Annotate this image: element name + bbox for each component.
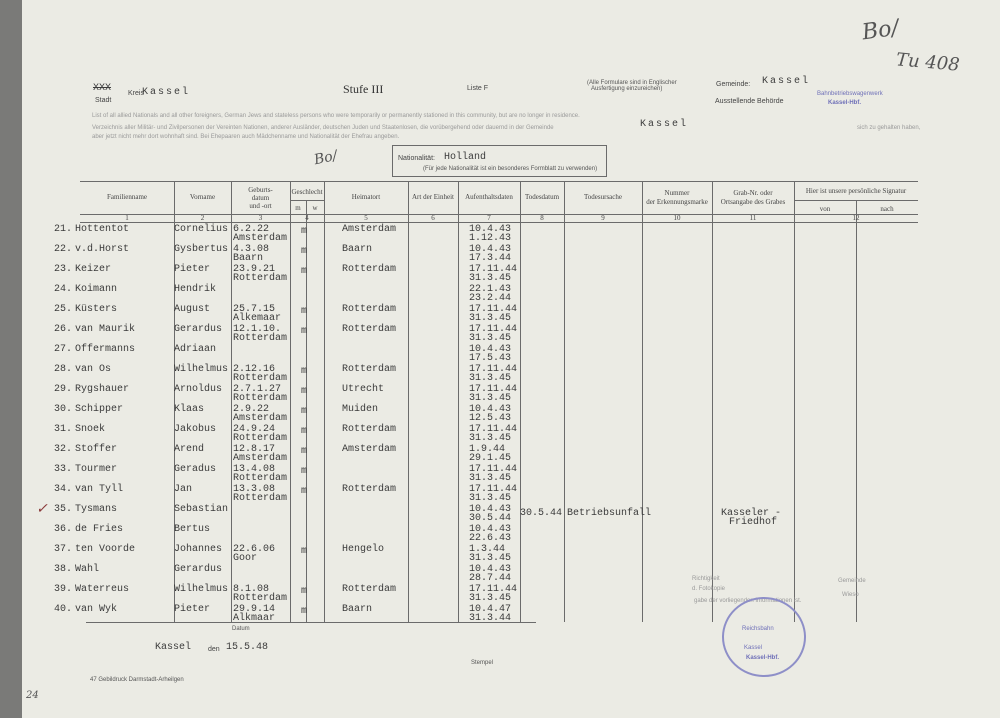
col-number: 8 [540, 214, 544, 222]
firstname-cell: Wilhelmus [174, 364, 229, 375]
table-row [22, 445, 1000, 465]
hometown-cell: Rotterdam [342, 364, 397, 375]
sex-cell: m [301, 486, 308, 497]
col-number: 2 [200, 214, 205, 222]
stay-to-cell: 23.2.44 [469, 293, 512, 304]
stamp-text-1: Reichsbahn [742, 626, 774, 632]
table-row [22, 225, 1000, 245]
stempel-label: Stempel [471, 660, 494, 666]
grave-cell: Friedhof [729, 517, 778, 528]
stay-to-cell: 30.5.44 [469, 513, 512, 524]
col-number: 7 [487, 214, 491, 222]
col-number: 11 [749, 214, 757, 222]
table-row [22, 545, 1000, 565]
col-number: 4 [305, 214, 309, 222]
stay-from-cell: 10.4.47 [469, 604, 512, 615]
firstname-cell: Johannes [174, 544, 223, 555]
birth-date-cell: 2.9.22 [233, 404, 270, 415]
stay-to-cell: 31.3.45 [469, 273, 512, 284]
row-number: 21. [54, 224, 73, 235]
nationality-label: Nationalität: [398, 155, 435, 162]
table-row [22, 285, 1000, 305]
table-row [22, 265, 1000, 285]
surname-cell: Waterreus [75, 584, 130, 595]
col-header-todesdatum: Todesdatum [524, 193, 560, 201]
birth-date-cell: 29.9.14 [233, 604, 276, 615]
surname-cell: Tysmans [75, 504, 118, 515]
behoerde-label: Ausstellende Behörde [715, 98, 784, 105]
sex-cell: m [301, 246, 308, 257]
instruction-line-2: Verzeichnis aller Militär- und Zivilpersonen der Vereinten Nationen, anderer Ausländer, deutschen Juden und Staatenlosen, die vorübergehend oder dauernd in der Gemeinde [92, 125, 554, 131]
sex-cell: m [301, 326, 308, 337]
surname-cell: van Maurik [75, 324, 136, 335]
row-number: 29. [54, 384, 73, 395]
hometown-cell: Muiden [342, 404, 379, 415]
col-number: 1 [125, 214, 129, 222]
firstname-cell: Pieter [174, 264, 211, 275]
gemeinde-value: Kassel [762, 76, 811, 87]
birth-date-cell: 6.2.22 [233, 224, 270, 235]
row-number: 36. [54, 524, 73, 535]
stay-to-cell: 22.6.43 [469, 533, 512, 544]
stay-from-cell: 17.11.44 [469, 424, 518, 435]
hometown-cell: Rotterdam [342, 484, 397, 495]
date-label: Datum [232, 626, 250, 632]
sex-cell: m [301, 366, 308, 377]
handwritten-page-mark: 24 [26, 690, 39, 701]
col-header-familienname: Familienname [106, 193, 148, 201]
handwritten-annotation-1: Bo/ [860, 15, 901, 46]
row-number: 40. [54, 604, 73, 615]
death-date-cell: 30.5.44 [520, 508, 563, 519]
stay-to-cell: 17.3.44 [469, 253, 512, 264]
birth-place-cell: Goor [233, 553, 258, 564]
official-round-stamp [722, 597, 806, 677]
grave-cell: Kasseler - [721, 508, 782, 519]
firstname-cell: Sebastian [174, 504, 229, 515]
stay-to-cell: 31.3.45 [469, 313, 512, 324]
table-row [22, 385, 1000, 405]
row-number: 33. [54, 464, 73, 475]
birth-place-cell: Rotterdam [233, 393, 288, 404]
table-row [22, 605, 1000, 625]
row-number: 22. [54, 244, 73, 255]
row-number: 32. [54, 444, 73, 455]
firstname-cell: Gerardus [174, 564, 223, 575]
birth-place-cell: Rotterdam [233, 493, 288, 504]
firstname-cell: Bertus [174, 524, 211, 535]
authority-stamp-line1: Bahnbetriebswagenwerk [817, 91, 883, 97]
liste-label: Liste F [467, 85, 489, 92]
birth-place-cell: Rotterdam [233, 333, 288, 344]
crossed-prefix: XXX [93, 83, 112, 94]
surname-cell: Offermanns [75, 344, 136, 355]
stay-from-cell: 17.11.44 [469, 304, 518, 315]
birth-date-cell: 8.1.08 [233, 584, 270, 595]
sex-cell: m [301, 266, 308, 277]
birth-date-cell: 2.7.1.27 [233, 384, 282, 395]
sex-subdivider [290, 200, 324, 201]
handwritten-annotation-2: Tu 408 [895, 49, 961, 76]
stay-from-cell: 10.4.43 [469, 564, 512, 575]
sig-subdivider [794, 200, 918, 201]
col-header-grab-2: Ortsangabe des Grabes [720, 198, 786, 206]
row-number: 24. [54, 284, 73, 295]
instruction-line-1: List of all allied Nationals and all other foreigners, German Jews and stateless persons who were temporarily or permanently stationed in this community, but are no longer in residence. [92, 113, 580, 119]
firstname-cell: Pieter [174, 604, 211, 615]
col-header-nummer-1: Nummer [664, 189, 690, 197]
row-number: 23. [54, 264, 73, 275]
col-header-grab-1: Grab-Nr. oder [733, 189, 773, 197]
surname-cell: van Tyll [75, 484, 124, 495]
col-header-nach: nach [880, 205, 894, 213]
table-row [22, 305, 1000, 325]
stay-from-cell: 1.3.44 [469, 544, 506, 555]
col-number: 6 [431, 214, 435, 222]
firstname-cell: Jakobus [174, 424, 217, 435]
row-number: 37. [54, 544, 73, 555]
birth-place-cell: Rotterdam [233, 433, 288, 444]
row-number: 25. [54, 304, 73, 315]
surname-cell: Tourmer [75, 464, 118, 475]
table-row [22, 504, 1000, 528]
form-note-1: (Alle Formulare sind in Englischer [587, 80, 677, 86]
table-row [22, 345, 1000, 365]
hometown-cell: Utrecht [342, 384, 385, 395]
instruction-suffix: sich zu gehalten haben, [857, 125, 921, 131]
footer-faint-1: Richtigkeit [692, 576, 720, 582]
birth-date-cell: 23.9.21 [233, 264, 276, 275]
surname-cell: Rygshauer [75, 384, 130, 395]
hometown-cell: Amsterdam [342, 444, 397, 455]
col-number: 5 [364, 214, 368, 222]
city-name: Kassel [142, 87, 191, 98]
surname-cell: Keizer [75, 264, 112, 275]
table-row [22, 525, 1000, 545]
firstname-cell: Cornelius [174, 224, 229, 235]
stay-to-cell: 29.1.45 [469, 453, 512, 464]
firstname-cell: August [174, 304, 211, 315]
surname-cell: Küsters [75, 304, 118, 315]
hometown-cell: Amsterdam [342, 224, 397, 235]
stay-to-cell: 31.3.44 [469, 613, 512, 624]
row-number: 28. [54, 364, 73, 375]
stay-from-cell: 17.11.44 [469, 324, 518, 335]
birth-place-cell: Baarn [233, 253, 264, 264]
col-header-todesursache: Todesursache [584, 193, 622, 201]
col-number: 3 [258, 214, 263, 222]
stay-from-cell: 22.1.43 [469, 284, 512, 295]
table-row [22, 425, 1000, 445]
row-number: 30. [54, 404, 73, 415]
hometown-cell: Rotterdam [342, 264, 397, 275]
firstname-cell: Wilhelmus [174, 584, 229, 595]
hometown-cell: Baarn [342, 244, 373, 255]
nationality-box [392, 145, 607, 177]
col-header-geburtsdatum-3: und -ort [249, 202, 272, 210]
nationality-note: (Für jede Nationalität ist ein besonderes Formblatt zu verwenden) [423, 166, 598, 172]
surname-cell: Hottentot [75, 224, 130, 235]
sex-cell: m [301, 466, 308, 477]
surname-cell: Snoek [75, 424, 106, 435]
surname-cell: de Fries [75, 524, 124, 535]
sex-cell: m [301, 446, 308, 457]
firstname-cell: Klaas [174, 404, 205, 415]
footer-faint-2: d. Fotokopie [692, 586, 726, 592]
hometown-cell: Rotterdam [342, 304, 397, 315]
col-header-nummer-2: der Erkennungsmarke [646, 198, 708, 206]
stay-from-cell: 10.4.43 [469, 504, 512, 515]
firstname-cell: Adriaan [174, 344, 217, 355]
stay-from-cell: 1.9.44 [469, 444, 506, 455]
surname-cell: van Os [75, 364, 112, 375]
stay-to-cell: 31.3.45 [469, 393, 512, 404]
birth-date-cell: 22.6.06 [233, 544, 276, 555]
birth-date-cell: 12.1.10. [233, 324, 282, 335]
footer-faint-5: Wieso [842, 592, 859, 598]
stay-to-cell: 31.3.45 [469, 473, 512, 484]
birth-date-cell: 13.3.08 [233, 484, 276, 495]
check-mark-icon: ✓ [36, 501, 48, 517]
death-cause-cell: Betriebsunfall [567, 508, 652, 519]
sex-cell: m [301, 386, 308, 397]
col-header-w: w [312, 204, 318, 212]
table-row [22, 405, 1000, 425]
authority-stamp-line2: Kassel-Hbf. [828, 100, 862, 106]
stay-from-cell: 10.4.43 [469, 344, 512, 355]
table-top-border [80, 181, 918, 182]
row-number: 38. [54, 564, 73, 575]
stay-to-cell: 31.3.45 [469, 433, 512, 444]
document-page [22, 0, 1000, 718]
stamp-text-3: Kassel-Hbf. [746, 655, 780, 661]
stadt-label: Stadt [95, 97, 112, 104]
row-number: 31. [54, 424, 73, 435]
surname-cell: Wahl [75, 564, 100, 575]
birth-place-cell: Alkemaar [233, 313, 282, 324]
stay-from-cell: 17.11.44 [469, 384, 518, 395]
col-header-art-der-einheit: Art der Einheit [412, 193, 454, 201]
birth-place-cell: Alkmaar [233, 613, 276, 624]
row-number: 26. [54, 324, 73, 335]
birth-date-cell: 12.8.17 [233, 444, 276, 455]
birth-date-cell: 25.7.15 [233, 304, 276, 315]
firstname-cell: Hendrik [174, 284, 217, 295]
hometown-cell: Rotterdam [342, 424, 397, 435]
birth-date-cell: 4.3.08 [233, 244, 270, 255]
footer-city: Kassel [155, 642, 192, 653]
sex-cell: m [301, 406, 308, 417]
firstname-cell: Arnoldus [174, 384, 223, 395]
hometown-cell: Rotterdam [342, 584, 397, 595]
birth-place-cell: Rotterdam [233, 273, 288, 284]
birth-place-cell: Rotterdam [233, 473, 288, 484]
sex-cell: m [301, 306, 308, 317]
col-header-vorname: Vorname [189, 193, 216, 201]
birth-date-cell: 13.4.08 [233, 464, 276, 475]
table-row [22, 325, 1000, 345]
stay-to-cell: 31.3.45 [469, 333, 512, 344]
col-header-signature: Hier ist unsere persönliche Signatur [805, 187, 907, 195]
form-note-2: Ausfertigung einzureichen) [591, 86, 663, 92]
sex-cell: m [301, 586, 308, 597]
stay-to-cell: 31.3.45 [469, 493, 512, 504]
hometown-cell: Hengelo [342, 544, 385, 555]
birth-place-cell: Amsterdam [233, 233, 288, 244]
birth-place-cell: Rotterdam [233, 593, 288, 604]
footer-faint-4: Gemeinde [838, 578, 866, 584]
stay-from-cell: 17.11.44 [469, 364, 518, 375]
birth-place-cell: Amsterdam [233, 453, 288, 464]
table-row [22, 365, 1000, 385]
birth-place-cell: Rotterdam [233, 373, 288, 384]
stay-from-cell: 10.4.43 [469, 244, 512, 255]
table-row [22, 465, 1000, 485]
gemeinde-label: Gemeinde: [716, 81, 751, 88]
table-row [22, 485, 1000, 505]
stay-to-cell: 1.12.43 [469, 233, 512, 244]
hometown-cell: Rotterdam [342, 324, 397, 335]
col-header-m: m [295, 204, 301, 212]
firstname-cell: Geradus [174, 464, 217, 475]
nationality-value: Holland [444, 152, 487, 163]
surname-cell: van Wyk [75, 604, 118, 615]
row-number: 35. [54, 504, 73, 515]
handwritten-annotation-3: Bo/ [312, 147, 339, 169]
hometown-cell: Baarn [342, 604, 373, 615]
footer-faint-3: gabe der vorliegenden Informationen ist. [694, 598, 802, 604]
stay-to-cell: 28.7.44 [469, 573, 512, 584]
row-number: 39. [54, 584, 73, 595]
surname-cell: Stoffer [75, 444, 118, 455]
stay-to-cell: 31.3.45 [469, 593, 512, 604]
surname-cell: v.d.Horst [75, 244, 130, 255]
col-number: 10 [673, 214, 681, 222]
firstname-cell: Jan [174, 484, 193, 495]
kreis-label: Kreis [128, 90, 144, 97]
stay-from-cell: 17.11.44 [469, 484, 518, 495]
col-header-geburtsdatum-1: Geburts- [248, 186, 273, 194]
col-header-heimatort: Heimatort [351, 193, 381, 201]
col-number: 12 [852, 214, 860, 222]
stay-from-cell: 10.4.43 [469, 524, 512, 535]
surname-cell: Koimann [75, 284, 118, 295]
stay-from-cell: 10.4.43 [469, 224, 512, 235]
birth-date-cell: 24.9.24 [233, 424, 276, 435]
firstname-cell: Gysbertus [174, 244, 229, 255]
printer-note: 47 Gebildruck Darmstadt-Arheilgen [90, 677, 184, 683]
instruction-city: Kassel [640, 119, 689, 130]
sex-cell: m [301, 606, 308, 617]
stay-from-cell: 17.11.44 [469, 464, 518, 475]
stufe-title: Stufe III [343, 82, 384, 96]
stay-to-cell: 17.5.43 [469, 353, 512, 364]
col-header-aufenthaltsdaten: Aufenthaltsdaten [465, 193, 513, 201]
col-number: 9 [601, 214, 605, 222]
instruction-line-3: aber jetzt nicht mehr dort wohnhaft sind. Bei Ehepaaren auch Mädchenname und Nationalität der Ehefrau angeben. [92, 134, 400, 140]
sex-cell: m [301, 226, 308, 237]
table-number-divider [80, 222, 918, 223]
stay-to-cell: 31.3.45 [469, 373, 512, 384]
table-row [22, 245, 1000, 265]
row-number: 27. [54, 344, 73, 355]
col-header-geburtsdatum-2: datum [251, 194, 270, 202]
firstname-cell: Gerardus [174, 324, 223, 335]
sex-cell: m [301, 546, 308, 557]
stay-from-cell: 17.11.44 [469, 584, 518, 595]
surname-cell: ten Voorde [75, 544, 136, 555]
den-label: den [208, 646, 220, 653]
surname-cell: Schipper [75, 404, 124, 415]
stay-to-cell: 12.5.43 [469, 413, 512, 424]
stay-from-cell: 10.4.43 [469, 404, 512, 415]
birth-place-cell: Amsterdam [233, 413, 288, 424]
col-header-von: von [819, 205, 831, 213]
col-header-geschlecht: Geschlecht [291, 188, 323, 196]
stay-to-cell: 31.3.45 [469, 553, 512, 564]
firstname-cell: Arend [174, 444, 205, 455]
row-number: 34. [54, 484, 73, 495]
stamp-text-2: Kassel [744, 645, 763, 651]
footer-date: 15.5.48 [226, 642, 269, 653]
stay-from-cell: 17.11.44 [469, 264, 518, 275]
sex-cell: m [301, 426, 308, 437]
birth-date-cell: 2.12.16 [233, 364, 276, 375]
